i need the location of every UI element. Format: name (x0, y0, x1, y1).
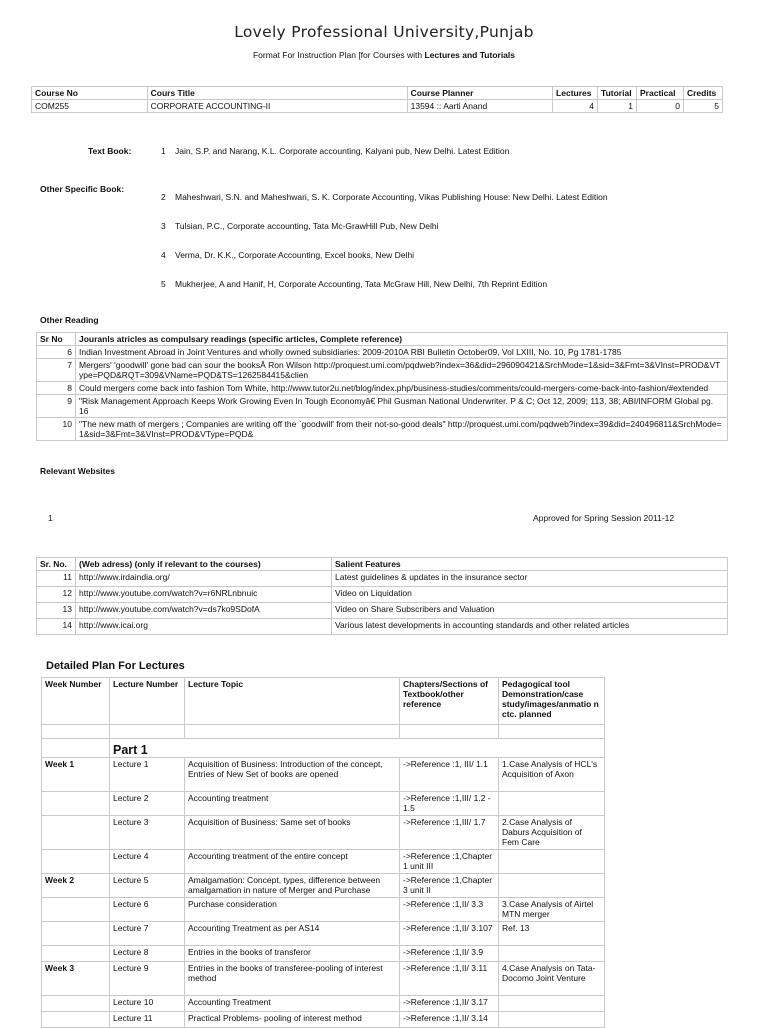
tool-cell (499, 996, 605, 1012)
week-cell (42, 898, 110, 922)
website-url[interactable]: http://www.youtube.com/watch?v=r6NRLnbnuic (76, 587, 332, 603)
topic-cell: Acquisition of Business: Introduction of the concept, Entries of New Set of books are opened (185, 758, 400, 792)
text-book-entry: Jain, S.P. and Narang, K.L. Corporate accounting, Kalyani pub, New Delhi. Latest Edition (175, 146, 510, 156)
lecture-cell: Lecture 5 (110, 874, 185, 898)
course-col-header: Course Planner (407, 87, 552, 100)
reading-col-header: Sr No (37, 333, 76, 346)
relevant-websites-label: Relevant Websites (40, 466, 115, 476)
page-number: 1 (48, 513, 53, 523)
other-reading-label: Other Reading (40, 315, 99, 325)
course-cell: COM255 (32, 100, 148, 113)
course-col-header: Credits (683, 87, 722, 100)
week-cell (42, 1012, 110, 1028)
tool-cell: 2.Case Analysis of Daburs Acquisition of Fem Care (499, 816, 605, 850)
tool-cell: 1.Case Analysis of HCL's Acquisition of Axon (499, 758, 605, 792)
plan-col-header: Chapters/Sections of Textbook/other reference (400, 678, 499, 725)
other-reading-table (36, 332, 728, 441)
ref-cell: ->Reference :1, III/ 1.1 (400, 758, 499, 792)
course-col-header: Practical (637, 87, 684, 100)
week-cell: Week 1 (42, 758, 110, 792)
course-cell: CORPORATE ACCOUNTING-II (147, 100, 407, 113)
plan-col-header: Lecture Number (110, 678, 185, 725)
websites-header-row (37, 558, 728, 571)
website-url[interactable]: http://www.icai.org (76, 619, 332, 635)
ref-cell: ->Reference :1,III/ 1.2 - 1.5 (400, 792, 499, 816)
ref-cell: ->Reference :1,II/ 3.14 (400, 1012, 499, 1028)
ref-cell: ->Reference :1,III/ 1.7 (400, 816, 499, 850)
week-cell (42, 946, 110, 962)
course-col-header: Tutorial (598, 87, 637, 100)
table-row (42, 1012, 605, 1028)
lecture-plan-table (41, 677, 605, 1028)
plan-col-header: Lecture Topic (185, 678, 400, 725)
table-row (37, 346, 728, 359)
ref-cell: ->Reference :1,Chapter 1 unit III (400, 850, 499, 874)
other-book-entry: Tulsian, P.C., Corporate accounting, Tata Mc-GrawHill Pub, New Delhi (175, 221, 439, 231)
course-table (31, 86, 723, 113)
topic-cell: Accounting treatment of the entire concept (185, 850, 400, 874)
reading-sr: 8 (37, 382, 76, 395)
table-row (42, 946, 605, 962)
table-row (42, 758, 605, 792)
course-cell: 5 (683, 100, 722, 113)
text-book-num: 1 (161, 146, 166, 156)
topic-cell: Entries in the books of transferor (185, 946, 400, 962)
ref-cell: ->Reference :1,II/ 3.107 (400, 922, 499, 946)
reading-text: Indian Investment Abroad in Joint Ventures and wholly owned subsidiaries: 2009-2010A RBI Bulletin October09, Vol LXIII, No. 10, Pg 1781-1785 (76, 346, 728, 359)
websites-col-header: (Web adress) (only if relevant to the courses) (76, 558, 332, 571)
other-book-num: 2 (161, 192, 166, 202)
table-row (37, 382, 728, 395)
websites-col-header: Salient Features (332, 558, 728, 571)
table-row (42, 962, 605, 996)
plan-col-header: Pedagogical tool Demonstration/case study/images/anmatio n ctc. planned (499, 678, 605, 725)
website-feature: Various latest developments in accounting standards and other related articles (332, 619, 728, 635)
lecture-cell: Lecture 1 (110, 758, 185, 792)
table-row (37, 603, 728, 619)
part-title: Part 1 (110, 739, 605, 758)
lecture-cell: Lecture 11 (110, 1012, 185, 1028)
topic-cell: Amalgamation: Concept, types, difference between amalgamation in nature of Merger and Purchase (185, 874, 400, 898)
course-col-header: Course No (32, 87, 148, 100)
ref-cell: ->Reference :1,II/ 3.17 (400, 996, 499, 1012)
lecture-cell: Lecture 7 (110, 922, 185, 946)
other-book-entry: Maheshwari, S.N. and Maheshwari, S. K. Corporate Accounting, Vikas Publishing House: New Delhi. Latest Edition (175, 192, 608, 202)
course-cell: 13594 :: Aarti Anand (407, 100, 552, 113)
table-row (42, 850, 605, 874)
table-row (42, 898, 605, 922)
part-row (42, 739, 605, 758)
other-book-num: 4 (161, 250, 166, 260)
week-cell (42, 922, 110, 946)
reading-text: Could mergers come back into fashion Tom White, http://www.tutor2u.net/blog/index.php/business-studies/comments/could-mergers-come-back-into-fashion/#extended (76, 382, 728, 395)
ref-cell: ->Reference :1,II/ 3.3 (400, 898, 499, 922)
reading-header-row (37, 333, 728, 346)
other-book-num: 3 (161, 221, 166, 231)
ref-cell: ->Reference :1,II/ 3.11 (400, 962, 499, 996)
table-row (37, 619, 728, 635)
topic-cell: Acquisition of Business: Same set of books (185, 816, 400, 850)
tool-cell: Ref. 13 (499, 922, 605, 946)
topic-cell: Purchase consideration (185, 898, 400, 922)
topic-cell: Accounting Treatment (185, 996, 400, 1012)
topic-cell: Practical Problems- pooling of interest method (185, 1012, 400, 1028)
table-row (37, 571, 728, 587)
reading-sr: 9 (37, 395, 76, 418)
plan-col-header: Week Number (42, 678, 110, 725)
spacer-row (42, 725, 605, 739)
lecture-cell: Lecture 10 (110, 996, 185, 1012)
tool-cell (499, 874, 605, 898)
reading-col-header: Jouranls atricles as compulsary readings (specific articles, Complete reference) (76, 333, 728, 346)
website-sr: 12 (37, 587, 76, 603)
table-row (37, 418, 728, 441)
table-row (37, 395, 728, 418)
topic-cell: Accounting Treatment as per AS14 (185, 922, 400, 946)
week-cell: Week 3 (42, 962, 110, 996)
subtitle-prefix: Format For Instruction Plan [for Courses with (252, 50, 425, 60)
week-cell (42, 850, 110, 874)
other-book-num: 5 (161, 279, 166, 289)
website-sr: 14 (37, 619, 76, 635)
week-cell (42, 816, 110, 850)
week-cell: Week 2 (42, 874, 110, 898)
ref-cell: ->Reference :1,II/ 3.9 (400, 946, 499, 962)
course-cell: 4 (553, 100, 598, 113)
other-book-entry: Mukherjee, A and Hanif, H, Corporate Accounting, Tata McGraw Hill, New Delhi, 7th Reprint Edition (175, 279, 548, 289)
tool-cell (499, 1012, 605, 1028)
websites-table (36, 557, 728, 635)
website-sr: 11 (37, 571, 76, 587)
course-header-row (32, 87, 723, 100)
subtitle-bold: Lectures and Tutorials (424, 50, 515, 60)
website-url[interactable]: http://www.irdaindia.org/ (76, 571, 332, 587)
table-row (42, 874, 605, 898)
ref-cell: ->Reference :1,Chapter 3 unit II (400, 874, 499, 898)
lecture-cell: Lecture 2 (110, 792, 185, 816)
lecture-cell: Lecture 4 (110, 850, 185, 874)
table-row (42, 922, 605, 946)
tool-cell: 4.Case Analysis on Tata-Docomo Joint Venture (499, 962, 605, 996)
reading-sr: 7 (37, 359, 76, 382)
lecture-cell: Lecture 8 (110, 946, 185, 962)
website-url[interactable]: http://www.youtube.com/watch?v=ds7ko9SDofA (76, 603, 332, 619)
document-title: Lovely Professional University,Punjab (234, 23, 534, 41)
table-row (42, 816, 605, 850)
table-row (42, 996, 605, 1012)
course-cell: 1 (598, 100, 637, 113)
tool-cell (499, 946, 605, 962)
reading-sr: 10 (37, 418, 76, 441)
website-sr: 13 (37, 603, 76, 619)
other-books-label: Other Specific Book: (40, 184, 125, 194)
plan-header-row (42, 678, 605, 725)
week-cell (42, 792, 110, 816)
plan-title: Detailed Plan For Lectures (46, 660, 185, 672)
website-feature: Video on Liquidation (332, 587, 728, 603)
course-col-header: Lectures (553, 87, 598, 100)
reading-text: "The new math of mergers ; Companies are writing off the `goodwill' from their not-so-good deals" http://proquest.umi.com/pqdweb?index=39&did=240496811&SrchMode=1&sid=3&Fmt=3&VInst=PROD&VType=PQD& (76, 418, 728, 441)
lecture-cell: Lecture 9 (110, 962, 185, 996)
table-row (37, 587, 728, 603)
course-cell: 0 (637, 100, 684, 113)
website-feature: Video on Share Subscribers and Valuation (332, 603, 728, 619)
week-cell (42, 996, 110, 1012)
text-book-label: Text Book: (88, 146, 132, 156)
websites-col-header: Sr. No. (37, 558, 76, 571)
reading-text: "Risk Management Approach Keeps Work Growing Even In Tough Economyâ€ Phil Gusman National Underwriter. P & C; Oct 12, 2009; 113, 38; ABI/INFORM Global pg. 16 (76, 395, 728, 418)
other-book-entry: Verma, Dr. K.K., Corporate Accounting, Excel books, New Delhi (175, 250, 415, 260)
course-row (32, 100, 723, 113)
tool-cell: 3.Case Analysis of Airtel MTN merger (499, 898, 605, 922)
topic-cell: Accounting treatment (185, 792, 400, 816)
table-row (42, 792, 605, 816)
lecture-cell: Lecture 6 (110, 898, 185, 922)
website-feature: Latest guidelines & updates in the insurance sector (332, 571, 728, 587)
topic-cell: Entries in the books of transferee-pooling of interest method (185, 962, 400, 996)
table-row (37, 359, 728, 382)
reading-text: Mergers' 'goodwill' gone bad can sour the booksÂ Ron Wilson http://proquest.umi.com/pqdweb?index=36&did=296090421&SrchMode=1&sid=3&Fmt=3&VInst=PROD&VType=PQD&RQT=309&VName=PQD&TS=1262584415&clien (76, 359, 728, 382)
lecture-cell: Lecture 3 (110, 816, 185, 850)
tool-cell (499, 850, 605, 874)
reading-sr: 6 (37, 346, 76, 359)
tool-cell (499, 792, 605, 816)
approval-note: Approved for Spring Session 2011-12 (533, 513, 675, 523)
document-subtitle (0, 50, 768, 60)
course-col-header: Cours Title (147, 87, 407, 100)
